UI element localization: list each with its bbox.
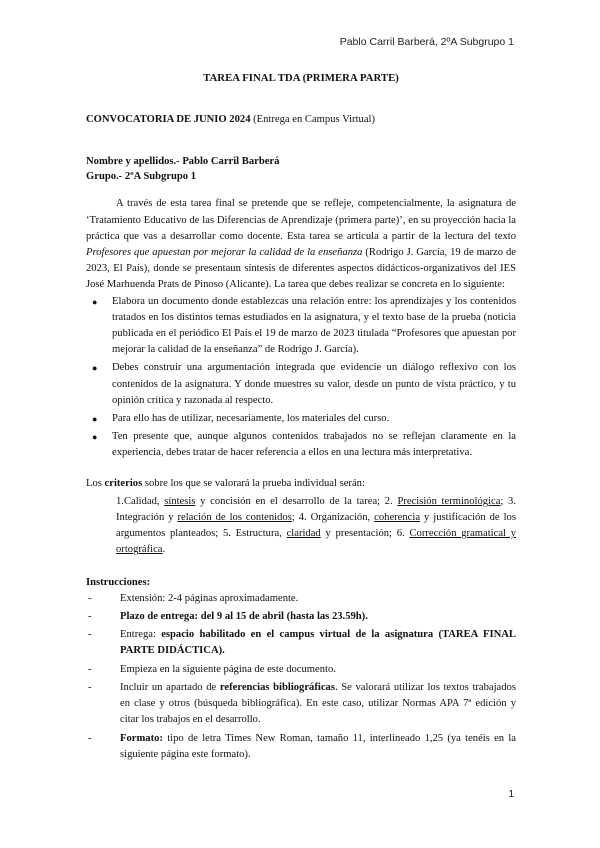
student-group: Grupo.- 2ºA Subgrupo 1 [86,171,197,183]
instruction-item [120,627,516,659]
page-header: Pablo Carril Barberá, 2ºA Subgrupo 1 [339,36,514,48]
criteria-underlined: síntesis [164,495,196,507]
instruction-text: Entrega: [120,629,162,641]
criteria-text: . [162,544,166,556]
criteria-underlined: coherencia [374,512,421,524]
criteria-text: y presentación; 6. [320,528,410,540]
task-item: ● Ten presente que, aunque algunos contenidos trabajados no se reflejan claramente en la experiencia, debes tratar de hacer referencia a ellos en una lectura más interpretativa. [112,429,516,461]
criteria-lead-1: Los [86,477,105,489]
criteria-lead [86,476,516,492]
criteria-lead-bold: criterios [104,477,143,489]
student-name: Nombre y apellidos.- Pablo Carril Barberá [86,156,280,168]
instructions-heading: Instrucciones: [86,576,151,588]
instructions-list [86,591,516,763]
criteria-text: y concisión en el desarrollo de la tarea; 2. [195,495,398,507]
criteria-underlined: claridad [286,528,321,540]
instruction-bold: espacio habilitado en el campus virtual de la asignatura (TAREA FINAL PARTE DIDÁCTICA). [120,629,516,657]
task-item: ● Para ello has de utilizar, necesariamente, los materiales del curso. [112,411,516,427]
instruction-bold: referencias bibliográficas [219,681,335,693]
criteria-underlined: Precisión terminológica [397,495,501,507]
instruction-text: tipo de letra Times New Roman, tamaño 11, interlineado 1,25 (ya tenéis en la siguiente página este formato). [120,732,516,760]
criteria-underlined: Corrección gramatical y ortográfica [116,528,517,556]
intro-text-2: (Rodrigo J. García, 19 de marzo de 2023, El País), donde se presentaun síntesis de diferentes aspectos didácticos-organizativos del IES José Marhuenda Prats de Pinoso (Alicante). La tarea que debes realizar se concreta en lo siguiente: [86,247,516,291]
instruction-text: Incluir un apartado de [120,681,220,693]
instruction-item [120,609,516,625]
page-number: 1 [508,789,514,800]
intro-italic-title: Profesores que apuestan por mejorar la calidad de la enseñanza [86,247,363,259]
convocatoria-line [86,112,516,128]
instruction-text: . Se valorará utilizar los textos trabajados en clase y otros (búsqueda bibliográfica). En este caso, utilizar Normas APA 7ª edición y citar los trabajos en el desarrollo. [120,681,516,726]
instruction-item [120,680,516,729]
criteria-lead-2: sobre los que se valorará la prueba individual serán: [142,477,365,489]
student-info [86,154,516,184]
instruction-bold: Formato: [120,732,163,744]
criteria-text: ; 3. Integración y [116,495,516,524]
instruction-item: - Extensión: 2-4 páginas aproximadamente. [120,591,516,607]
criteria-text: 1.Calidad, [116,495,165,507]
convocatoria-rest: (Entrega en Campus Virtual) [250,114,375,126]
intro-text-1: A través de esta tarea final se pretende que se refleje, competencialmente, la asignatura de ‘Tratamiento Educativo de las Diferencias de Aprendizaje (primera parte)’, en su proyección hacia la práctica que vas a desarrollar como docente. Esta tarea se articula a partir de la lectura del texto [86,198,516,242]
document-body [86,70,516,765]
criteria-list [86,494,516,559]
task-item: ● Debes construir una argumentación integrada que evidencie un diálogo reflexivo con los contenidos de la asignatura. Y donde muestres su valor, desde un punto de vista práctico, y tu opinión crítica y razonada al respecto. [112,360,516,409]
instruction-item [120,731,516,763]
convocatoria-bold: CONVOCATORIA DE JUNIO 2024 [86,114,251,126]
document-title: TAREA FINAL TDA (PRIMERA PARTE) [203,72,399,84]
criteria-underlined: relación de los contenidos [177,512,292,524]
intro-paragraph [86,196,516,293]
criteria-text: ; 4. Organización, [291,512,375,524]
task-item: ● Elabora un documento donde establezcas una relación entre: los aprendizajes y los contenidos tratados en los distintos temas estudiados en la asignatura, y el texto base de la prueba (noticia publicada en el periódico El País el 19 de marzo de 2023 titulada “Profesores que apuestan por mejorar la calidad de la enseñanza” de Rodrigo J. García). [112,294,516,359]
instruction-deadline: Plazo de entrega: del 9 al 15 de abril (hasta las 23.59h). [120,611,368,623]
instruction-item: - Empieza en la siguiente página de este documento. [120,662,516,678]
task-list [86,294,516,462]
criteria-text: y justificación de los argumentos planteados; 5. Estructura, [116,512,516,540]
